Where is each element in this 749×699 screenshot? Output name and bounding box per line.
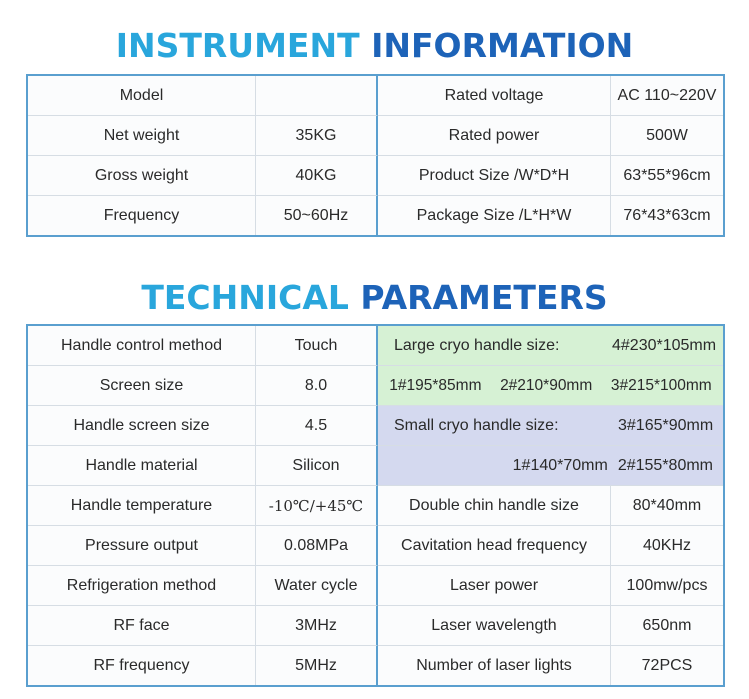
table-cell-label: Screen size	[28, 366, 256, 406]
table-cell-label: Handle control method	[28, 326, 256, 366]
instrument-information-title	[0, 26, 749, 65]
small-cryo-sizes-row	[378, 446, 723, 486]
table-cell-value: 650nm	[611, 606, 723, 646]
table-cell-label: Cavitation head frequency	[378, 526, 611, 566]
instrument-information-table	[26, 74, 725, 237]
table-cell-label: Model	[28, 76, 256, 116]
table-cell-label: Number of laser lights	[378, 646, 611, 685]
table-cell-value: 100mw/pcs	[611, 566, 723, 606]
table-cell-value: 76*43*63cm	[611, 196, 723, 235]
table-cell-label: Net weight	[28, 116, 256, 156]
table-cell-value: 80*40mm	[611, 486, 723, 526]
table-cell-label: Handle screen size	[28, 406, 256, 446]
large-cryo-label: Large cryo handle size:	[394, 336, 560, 354]
large-cryo-size: 4#230*105mm	[612, 336, 717, 354]
title-part-2: INFORMATION	[371, 26, 634, 65]
table-cell-label: Handle material	[28, 446, 256, 486]
table-cell-label: Refrigeration method	[28, 566, 256, 606]
small-cryo-size: 2#155*80mm	[617, 456, 713, 474]
table-cell-label: Laser wavelength	[378, 606, 611, 646]
table-cell-value: -10℃/+45℃	[256, 486, 378, 526]
table-cell-label: Frequency	[28, 196, 256, 235]
table-cell-value: 50~60Hz	[256, 196, 378, 235]
large-cryo-size: 3#215*100mm	[610, 376, 712, 394]
table-cell-value: AC 110~220V	[611, 76, 723, 116]
table-cell-value	[256, 76, 378, 116]
table-cell-value: 0.08MPa	[256, 526, 378, 566]
table-cell-label: RF frequency	[28, 646, 256, 685]
table-cell-value: Water cycle	[256, 566, 378, 606]
table-cell-value: 4.5	[256, 406, 378, 446]
table-cell-value: 35KG	[256, 116, 378, 156]
table-cell-label: Laser power	[378, 566, 611, 606]
large-cryo-row	[378, 326, 723, 366]
table-cell-label: Rated power	[378, 116, 611, 156]
table-cell-value: 63*55*96cm	[611, 156, 723, 196]
large-cryo-sizes-row	[378, 366, 723, 406]
table-cell-label: RF face	[28, 606, 256, 646]
table-cell-value: Silicon	[256, 446, 378, 486]
title-part-2: PARAMETERS	[360, 278, 608, 317]
table-cell-label: Rated voltage	[378, 76, 611, 116]
large-cryo-size: 2#210*90mm	[500, 376, 593, 394]
title-part-1: INSTRUMENT	[115, 26, 360, 65]
table-cell-value: 5MHz	[256, 646, 378, 685]
table-cell-value: 8.0	[256, 366, 378, 406]
table-cell-label: Handle temperature	[28, 486, 256, 526]
table-cell-value: 72PCS	[611, 646, 723, 685]
table-cell-label: Double chin handle size	[378, 486, 611, 526]
technical-parameters-title	[0, 278, 749, 317]
title-part-1: TECHNICAL	[141, 278, 349, 317]
small-cryo-size: 1#140*70mm	[512, 456, 608, 474]
small-cryo-size: 3#165*90mm	[618, 416, 714, 434]
small-cryo-row	[378, 406, 723, 446]
table-cell-label: Gross weight	[28, 156, 256, 196]
table-cell-value: 40KG	[256, 156, 378, 196]
table-cell-value: 500W	[611, 116, 723, 156]
small-cryo-label: Small cryo handle size:	[394, 416, 559, 434]
table-cell-label: Pressure output	[28, 526, 256, 566]
table-cell-value: 3MHz	[256, 606, 378, 646]
table-cell-value: Touch	[256, 326, 378, 366]
technical-parameters-table	[26, 324, 725, 687]
table-cell-label: Package Size /L*H*W	[378, 196, 611, 235]
table-cell-label: Product Size /W*D*H	[378, 156, 611, 196]
table-cell-value: 40KHz	[611, 526, 723, 566]
large-cryo-size: 1#195*85mm	[389, 376, 482, 394]
